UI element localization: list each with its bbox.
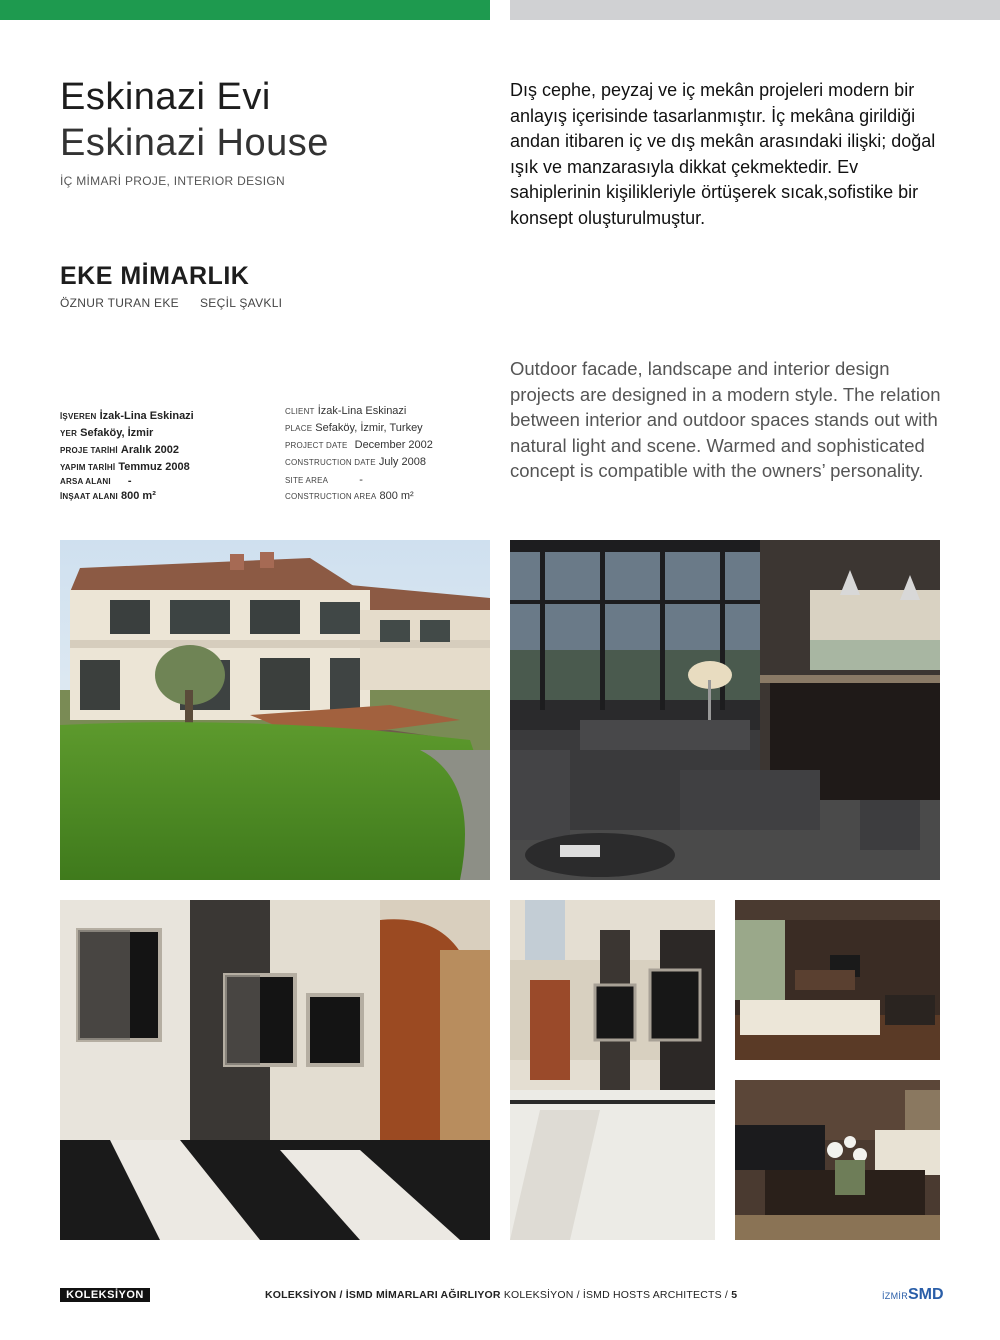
title-turkish: Eskinazi Evi [60, 76, 271, 118]
spec-row [285, 456, 426, 468]
spec-label: ARSA ALANI [60, 477, 111, 486]
project-category: İÇ MİMARİ PROJE, INTERIOR DESIGN [60, 174, 285, 188]
footer-title-en: KOLEKSİYON / İSMD HOSTS ARCHITECTS / [503, 1289, 729, 1301]
spec-row [285, 405, 406, 417]
spec-value: July 2008 [378, 456, 426, 468]
spec-label: SITE AREA [285, 476, 329, 485]
spec-value: Sefaköy, İzmir [80, 427, 154, 439]
grey-top-bar [510, 0, 1000, 20]
architect-name: ÖZNUR TURAN EKE [60, 296, 179, 310]
photo-display-wall [60, 900, 490, 1240]
spec-value: İzak-Lina Eskinazi [317, 405, 407, 417]
spec-label: CONSTRUCTION DATE [285, 458, 376, 467]
spec-value: Aralık 2002 [120, 444, 179, 456]
spec-row [60, 427, 153, 439]
description-turkish: Dış cephe, peyzaj ve iç mekân projeleri modern bir anlayış içerisinde tasarlanmıştır. İç mekâna girildiği andan itibaren iç ve dış mekân arasındaki ilişki; doğal ışık ve manzarasıyla dikkat çekmektedir. Ev sahiplerinin kişilikleriyle örtüşerek sıcak,sofistike bir konsept oluşturulmuştur. [510, 80, 936, 228]
green-top-bar [0, 0, 490, 20]
spec-row [60, 490, 156, 502]
spec-label: CONSTRUCTION AREA [285, 492, 377, 501]
photo-entrance-hall [510, 900, 715, 1240]
footer-running-title [265, 1289, 737, 1301]
logo-small-text: İZMİR [882, 1291, 908, 1301]
spec-value: - [127, 475, 132, 487]
spec-label: YER [60, 429, 78, 438]
spec-value: December 2002 [354, 439, 433, 451]
spec-value: Sefaköy, İzmir, Turkey [315, 422, 423, 434]
architect-name: SEÇİL ŞAVKLI [200, 296, 283, 310]
firm-name: EKE MİMARLIK [60, 262, 250, 290]
spec-value: 800 m² [379, 490, 414, 502]
footer-brand: KOLEKSİYON [60, 1288, 150, 1302]
spec-row [285, 490, 414, 502]
spec-label: PLACE [285, 424, 313, 433]
spec-row [60, 444, 179, 456]
title-english: Eskinazi House [60, 122, 329, 164]
spec-label: İNŞAAT ALANI [60, 492, 118, 501]
spec-row [60, 461, 190, 473]
spec-value: Temmuz 2008 [118, 461, 190, 473]
spec-label: CLIENT [285, 407, 315, 416]
photo-lounge-orchids [735, 1080, 940, 1240]
photo-sitting-room [735, 900, 940, 1060]
spec-label: PROJECT DATE [285, 441, 348, 450]
spec-row [285, 474, 363, 486]
photo-house-exterior [60, 540, 490, 880]
description-english: Outdoor facade, landscape and interior design projects are designed in a modern style. The relation between interior and outdoor spaces stands out with natural light and scene. Warmed and sophisticated concept is compatible with the owners’ personality. [510, 358, 941, 481]
page-number: 5 [731, 1289, 738, 1301]
spec-label: İŞVEREN [60, 412, 97, 421]
spec-row [60, 475, 131, 487]
spec-row [60, 410, 194, 422]
logo-big-text: SMD [908, 1286, 944, 1303]
spec-value: 800 m² [121, 490, 156, 502]
spec-label: YAPIM TARİHİ [60, 463, 116, 472]
spec-value: - [359, 474, 363, 486]
footer-title-tr: KOLEKSİYON / İSMD MİMARLARI AĞIRLIYOR [265, 1289, 501, 1301]
izmir-smd-logo [882, 1286, 944, 1304]
spec-row [285, 439, 433, 451]
photo-living-room [510, 540, 940, 880]
spec-value: İzak-Lina Eskinazi [99, 410, 194, 422]
spec-label: PROJE TARİHİ [60, 446, 118, 455]
spec-row [285, 422, 423, 434]
